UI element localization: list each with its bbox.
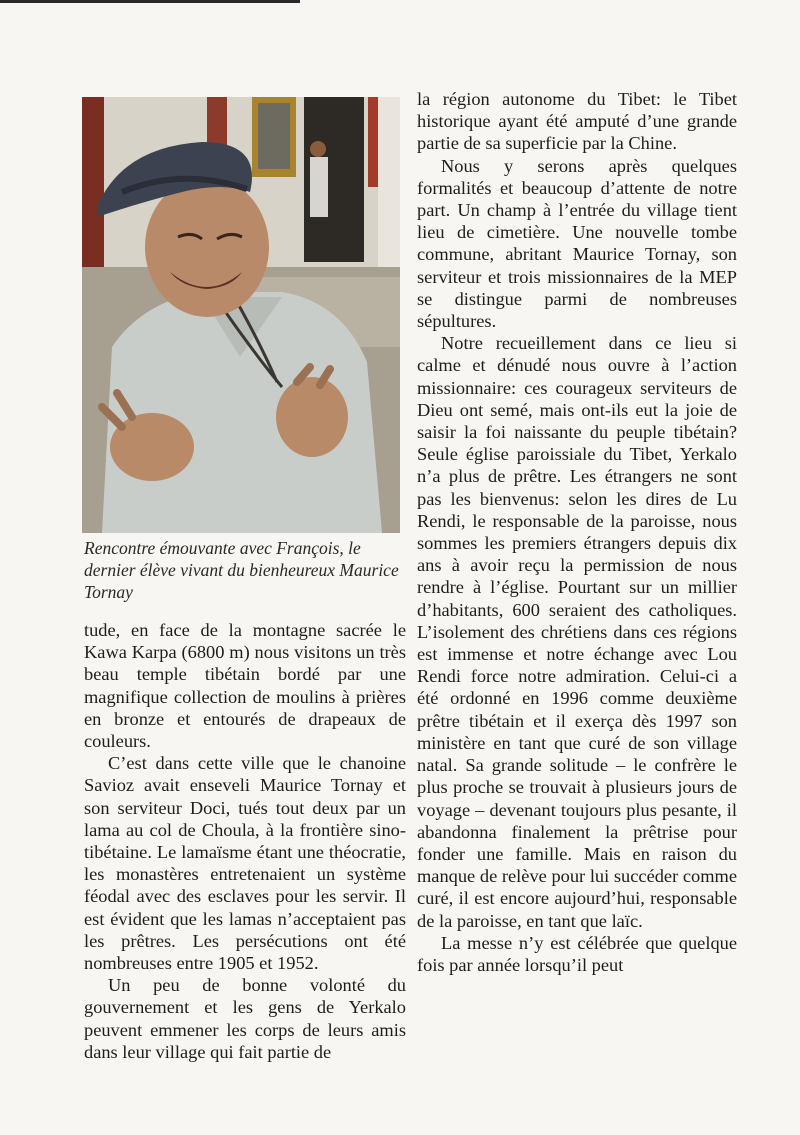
paragraph: Nous y serons après quelques formalités et beaucoup d’attente de notre part. Un champ à l’entrée du village tient lieu de cimetière. Une nouvelle tombe commune, abritant Maurice Tornay, son serviteur et trois missionnaires de la MEP se distingue parmi de nombreuses sépultures. [417, 155, 737, 332]
photo-elderly-man [82, 97, 400, 533]
right-text-column [417, 88, 737, 976]
paragraph: Notre recueillement dans ce lieu si calme et dénudé nous ouvre à l’action missionnaire: ces courageux serviteurs de Dieu ont semé, mais ont-ils eut la joie de saisir la foi naissante du peuple tibétain? Seule église paroissiale du Tibet, Yerkalo n’a plus de prêtre. Les étrangers ne sont pas les bienvenus: selon les dires de Lu Rendi, le responsable de la paroisse, nous sommes les premiers étrangers depuis dix ans à avoir reçu la permission de nous rendre à l’église. Pourtant sur un millier d’habitants, 600 seraient des catholiques. L’isolement des chrétiens dans ces régions est immense et notre échange avec Lou Rendi force notre admiration. Celui-ci a été ordonné en 1996 comme deuxième prêtre tibétain et il exerça dès 1997 son ministère en tant que curé de son village natal. Sa grande solitude – le confrère le plus proche se trouvait à plusieurs jours de voyage – devenant toujours plus pesante, il abandonna finalement la prêtrise pour fonder une famille. Mais en raison du manque de relève pour lui succéder comme curé, il est encore aujourd’hui, responsable de la paroisse, en tant que laïc. [417, 333, 737, 931]
paragraph: tude, en face de la montagne sacrée le Kawa Karpa (6800 m) nous visitons un très beau temple tibétain bordé par une magnifique collection de moulins à prières en bronze et entourés de drapeaux de couleurs. [84, 620, 406, 752]
scan-edge [0, 0, 300, 3]
paragraph: Un peu de bonne volonté du gouvernement et les gens de Yerkalo peuvent emmener les corps de leurs amis dans leur village qui fait partie de [84, 975, 406, 1062]
paragraph: La messe n’y est célébrée que quelque fois par année lorsqu’il peut [417, 932, 737, 975]
left-text-column [84, 619, 406, 1063]
paragraph: la région autonome du Tibet: le Tibet historique ayant été amputé d’une grande partie de sa superficie par la Chine. [417, 89, 737, 154]
photo-caption: Rencontre émouvante avec François, le dernier élève vivant du bienheureux Maurice Tornay [84, 538, 399, 602]
portrait-illustration [82, 97, 400, 533]
paragraph: C’est dans cette ville que le chanoine Savioz avait enseveli Maurice Tornay et son serviteur Doci, tués tout deux par un lama au col de Choula, à la frontière sino-tibétaine. Le lamaïsme étant une théocratie, les monastères entretenaient un système féodal avec des esclaves pour les servir. Il est évident que les lamas n’acceptaient pas les prêtres. Les persécutions ont été nombreuses entre 1905 et 1952. [84, 753, 406, 974]
